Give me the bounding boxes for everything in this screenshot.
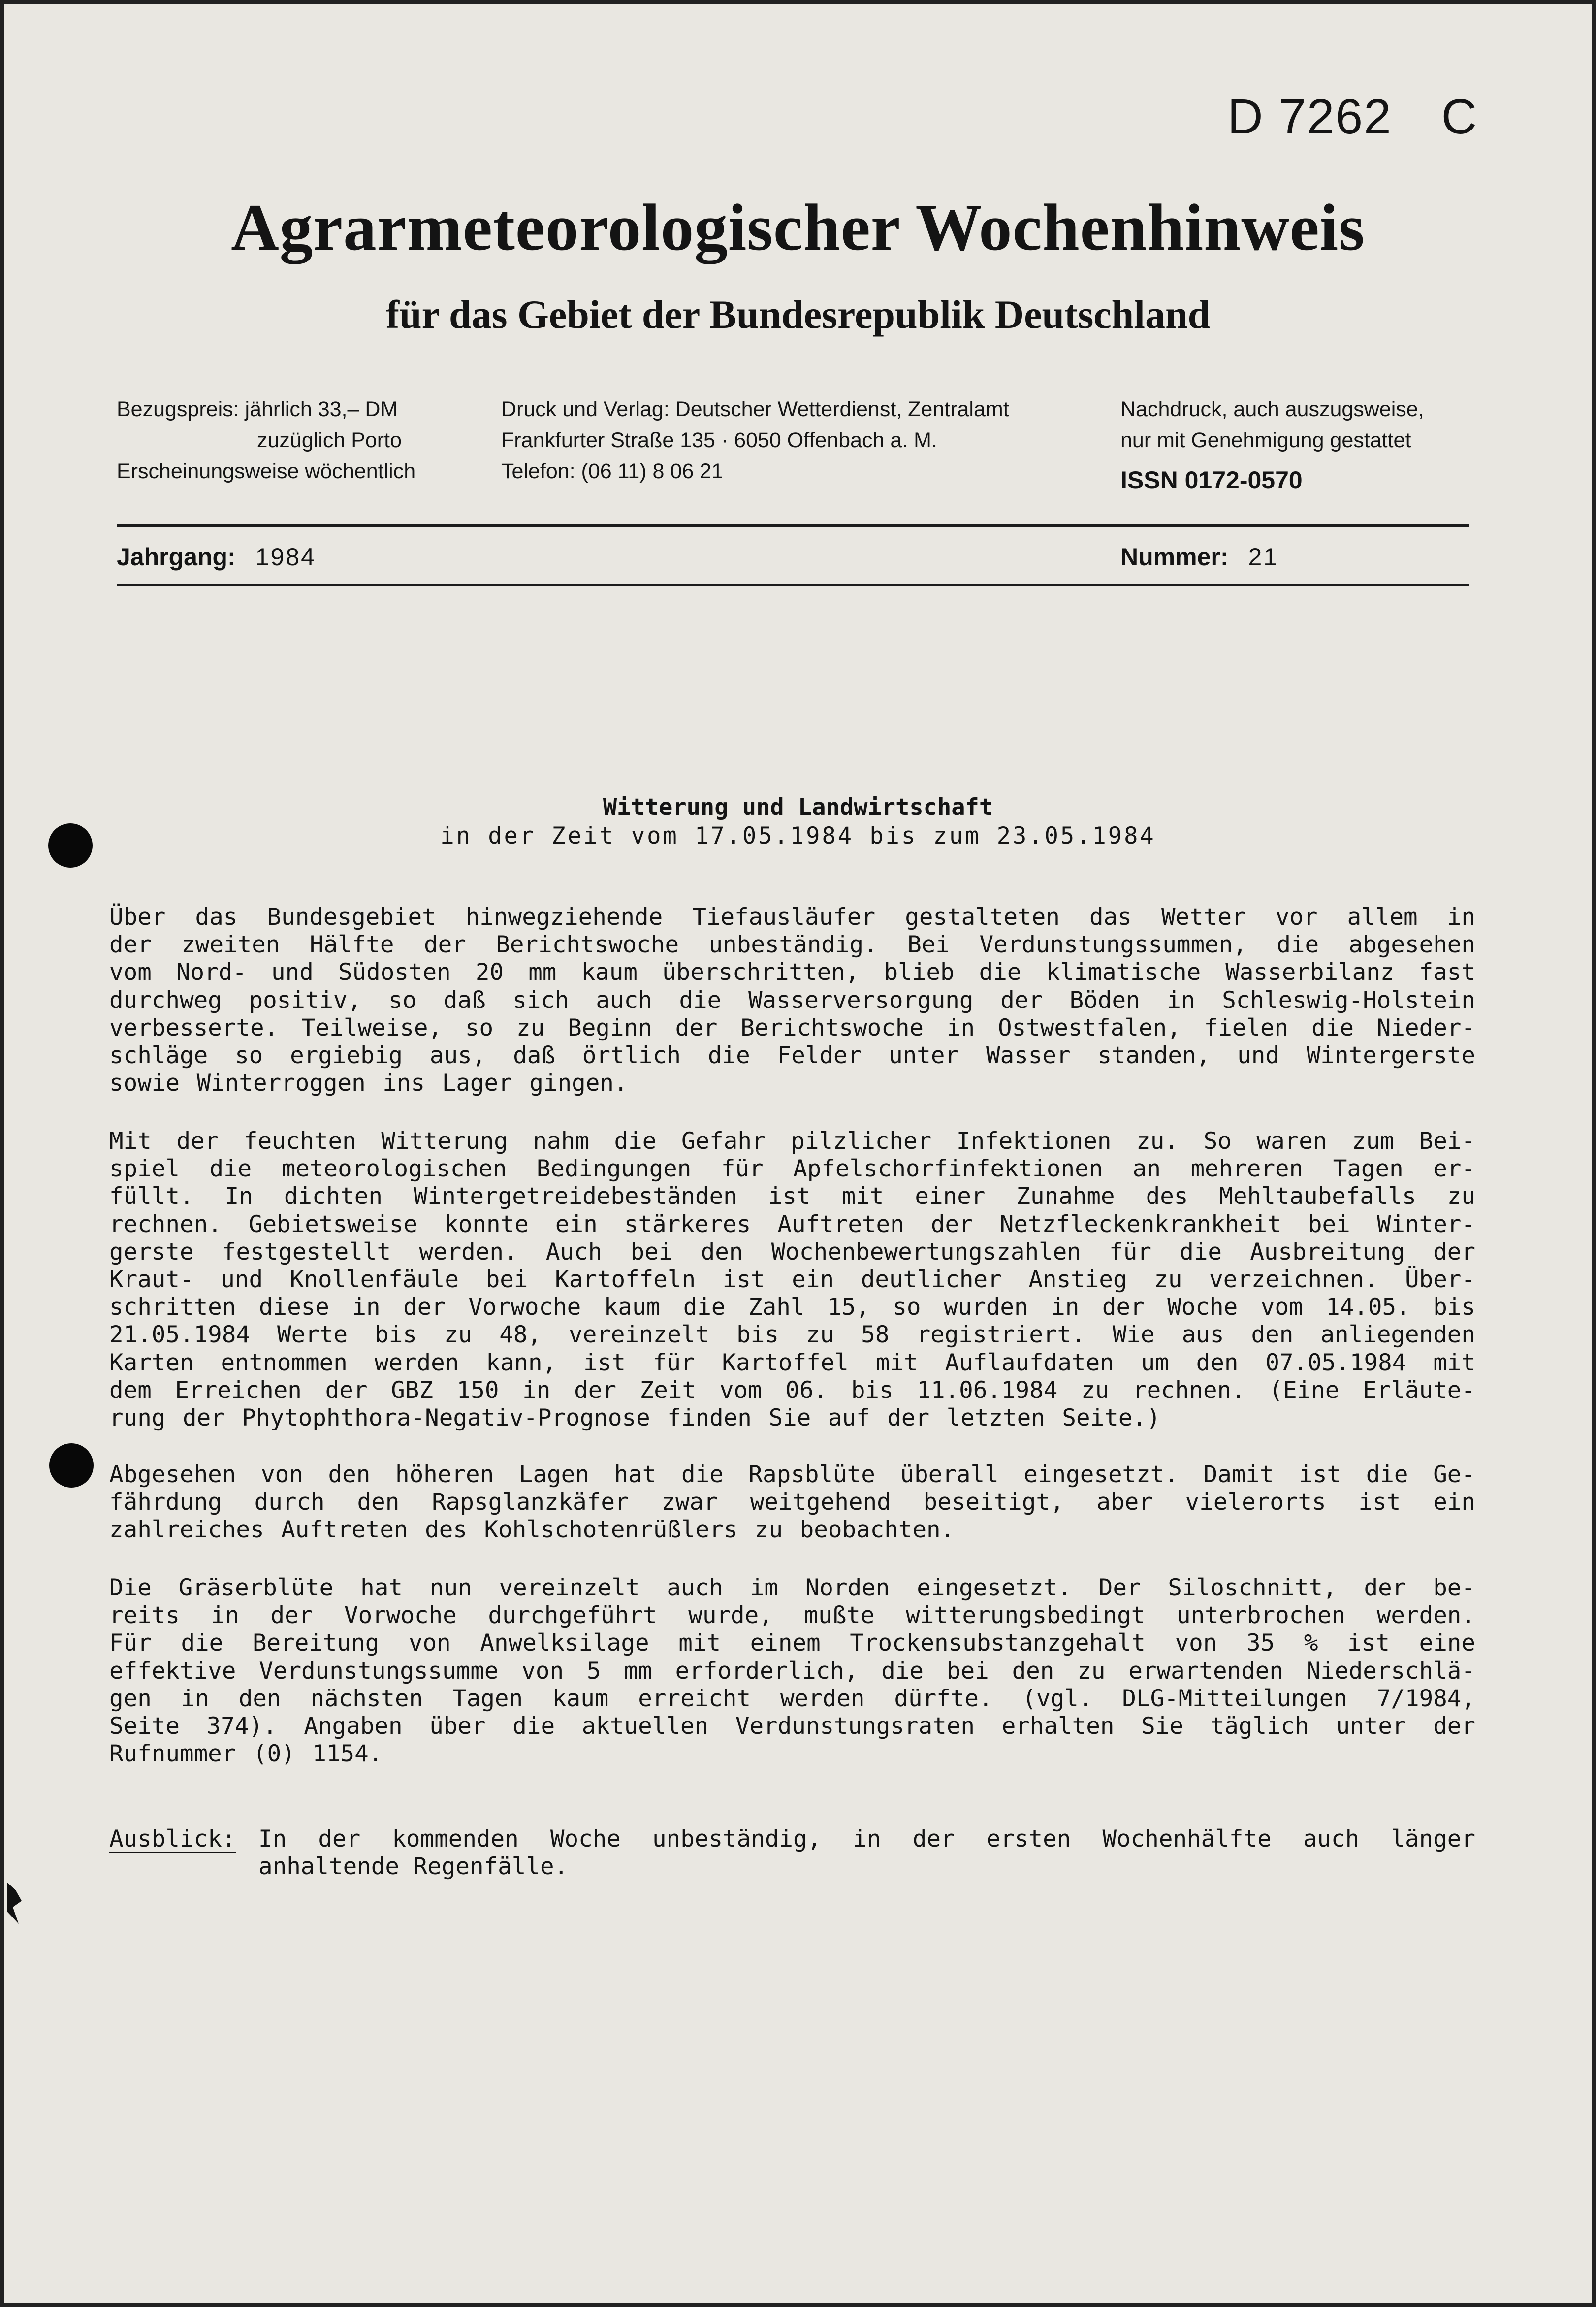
publisher-info — [501, 394, 1009, 487]
section-title: Witterung und Landwirtschaft — [603, 794, 993, 821]
page-title: Agrarmeteorologischer Wochenhinweis — [231, 191, 1365, 264]
punch-hole — [49, 1443, 94, 1488]
section-period: in der Zeit vom 17.05.1984 bis zum 23.05.1984 — [440, 822, 1156, 849]
text-line: verbesserte. Teilweise, so zu Beginn der Berichtswoche in Ostwestfalen, fielen die Nieder- — [109, 1014, 1475, 1041]
punch-hole — [48, 823, 93, 868]
text-line: effektive Verdunstungssumme von 5 mm erforderlich, die bei den zu erwartenden Niederschlä- — [109, 1657, 1475, 1685]
text-line: vom Nord- und Südosten 20 mm kaum überschritten, blieb die klimatische Wasserbilanz fast — [109, 959, 1475, 986]
document-id — [1227, 89, 1478, 145]
page-subtitle: für das Gebiet der Bundesrepublik Deutschland — [385, 292, 1211, 337]
divider-bottom — [117, 584, 1469, 586]
volume-value: 1984 — [255, 543, 316, 571]
paragraph-grass — [109, 1574, 1475, 1768]
outlook-label: Ausblick: — [109, 1825, 236, 1852]
text-line: füllt. In dichten Wintergetreidebeständen ist mit einer Zunahme des Mehltaubefalls zu — [109, 1183, 1475, 1210]
text-line: rechnen. Gebietsweise konnte ein stärkeres Auftreten der Netzfleckenkrankheit bei Winter- — [109, 1210, 1475, 1238]
text-line: spiel die meteorologischen Bedingungen für Apfelschorfinfektionen an mehreren Tagen er- — [109, 1155, 1475, 1183]
text-line: anhaltende Regenfälle. — [258, 1853, 569, 1881]
address-line: Frankfurter Straße 135 · 6050 Offenbach a. M. — [501, 428, 937, 452]
text-line: gerste festgestellt werden. Auch bei den Wochenbewertungszahlen für die Ausbreitung der — [109, 1238, 1475, 1266]
outlook-text — [258, 1825, 1475, 1881]
phone-line: Telefon: (06 11) 8 06 21 — [501, 459, 724, 483]
paragraph-infections — [109, 1128, 1475, 1432]
paragraph-rapeseed — [109, 1461, 1475, 1544]
volume-label: Jahrgang: — [117, 543, 236, 571]
text-line: der zweiten Hälfte der Berichtswoche unbeständig. Bei Verdunstungssummen, die abgesehen — [109, 931, 1475, 959]
frequency-line: Erscheinungsweise wöchentlich — [117, 459, 416, 483]
divider-top — [117, 524, 1469, 527]
text-line: zahlreiches Auftreten des Kohlschotenrüßlers zu beobachten. — [109, 1516, 955, 1544]
text-line: Über das Bundesgebiet hinwegziehende Tiefausläufer gestalteten das Wetter vor allem in — [109, 904, 1475, 931]
publisher-line: Druck und Verlag: Deutscher Wetterdienst, Zentralamt — [501, 397, 1009, 421]
doc-id-number: D 7262 — [1227, 89, 1392, 144]
issue-number-field — [1120, 543, 1278, 571]
text-line: 21.05.1984 Werte bis zu 48, vereinzelt bis zu 58 registriert. Wie aus den anliegenden — [109, 1321, 1475, 1349]
issue-number-value: 21 — [1248, 543, 1279, 571]
text-line: Rufnummer (0) 1154. — [109, 1740, 383, 1768]
text-line: schläge so ergiebig aus, daß örtlich die Felder unter Wasser standen, und Wintergerste — [109, 1042, 1475, 1070]
reprint-line-2: nur mit Genehmigung gestattet — [1120, 428, 1411, 452]
text-line: Kraut- und Knollenfäule bei Kartoffeln ist ein deutlicher Anstieg zu verzeichnen. Über- — [109, 1266, 1475, 1294]
text-line: sowie Winterroggen ins Lager gingen. — [109, 1070, 628, 1097]
text-line: fährdung durch den Rapsglanzkäfer zwar weitgehend beseitigt, aber vielerorts ist ein — [109, 1489, 1475, 1516]
postage-line: zuzüglich Porto — [257, 428, 402, 452]
reprint-line-1: Nachdruck, auch auszugsweise, — [1120, 397, 1424, 421]
text-line: Mit der feuchten Witterung nahm die Gefahr pilzlicher Infektionen zu. So waren zum Bei- — [109, 1128, 1475, 1155]
text-line: rung der Phytophthora-Negativ-Prognose finden Sie auf der letzten Seite.) — [109, 1404, 1161, 1432]
text-line: durchweg positiv, so daß sich auch die Wasserversorgung der Böden in Schleswig-Holstein — [109, 986, 1475, 1014]
text-line: Abgesehen von den höheren Lagen hat die Rapsblüte überall eingesetzt. Damit ist die Ge- — [109, 1461, 1475, 1488]
text-line: Seite 374). Angaben über die aktuellen Verdunstungsraten erhalten Sie täglich unter der — [109, 1713, 1475, 1740]
issn: ISSN 0172-0570 — [1120, 466, 1303, 494]
text-line: Karten entnommen werden kann, ist für Kartoffel mit Auflaufdaten um den 07.05.1984 mit — [109, 1349, 1475, 1376]
text-line: gen in den nächsten Tagen kaum erreicht werden dürfte. (vgl. DLG-Mitteilungen 7/1984, — [109, 1685, 1475, 1712]
price-line: Bezugspreis: jährlich 33,– DM — [117, 397, 398, 421]
text-line: In der kommenden Woche unbeständig, in der ersten Wochenhälfte auch länger — [258, 1825, 1475, 1852]
paragraph-weather — [109, 904, 1475, 1097]
reprint-info — [1120, 394, 1424, 496]
issue-number-label: Nummer: — [1120, 543, 1229, 571]
volume-field — [117, 543, 316, 571]
text-line: Die Gräserblüte hat nun vereinzelt auch im Norden eingesetzt. Der Siloschnitt, der be- — [109, 1574, 1475, 1601]
text-line: dem Erreichen der GBZ 150 in der Zeit vom 06. bis 11.06.1984 zu rechnen. (Eine Erläute- — [109, 1376, 1475, 1404]
text-line: reits in der Vorwoche durchgeführt wurde, mußte witterungsbedingt unterbrochen werden. — [109, 1602, 1475, 1629]
doc-id-class: C — [1441, 89, 1478, 144]
text-line: schritten diese in der Vorwoche kaum die Zahl 15, so wurden in der Woche vom 14.05. bis — [109, 1294, 1475, 1321]
text-line: Für die Bereitung von Anwelksilage mit einem Trockensubstanzgehalt von 35 % ist eine — [109, 1629, 1475, 1657]
price-info — [117, 394, 415, 487]
